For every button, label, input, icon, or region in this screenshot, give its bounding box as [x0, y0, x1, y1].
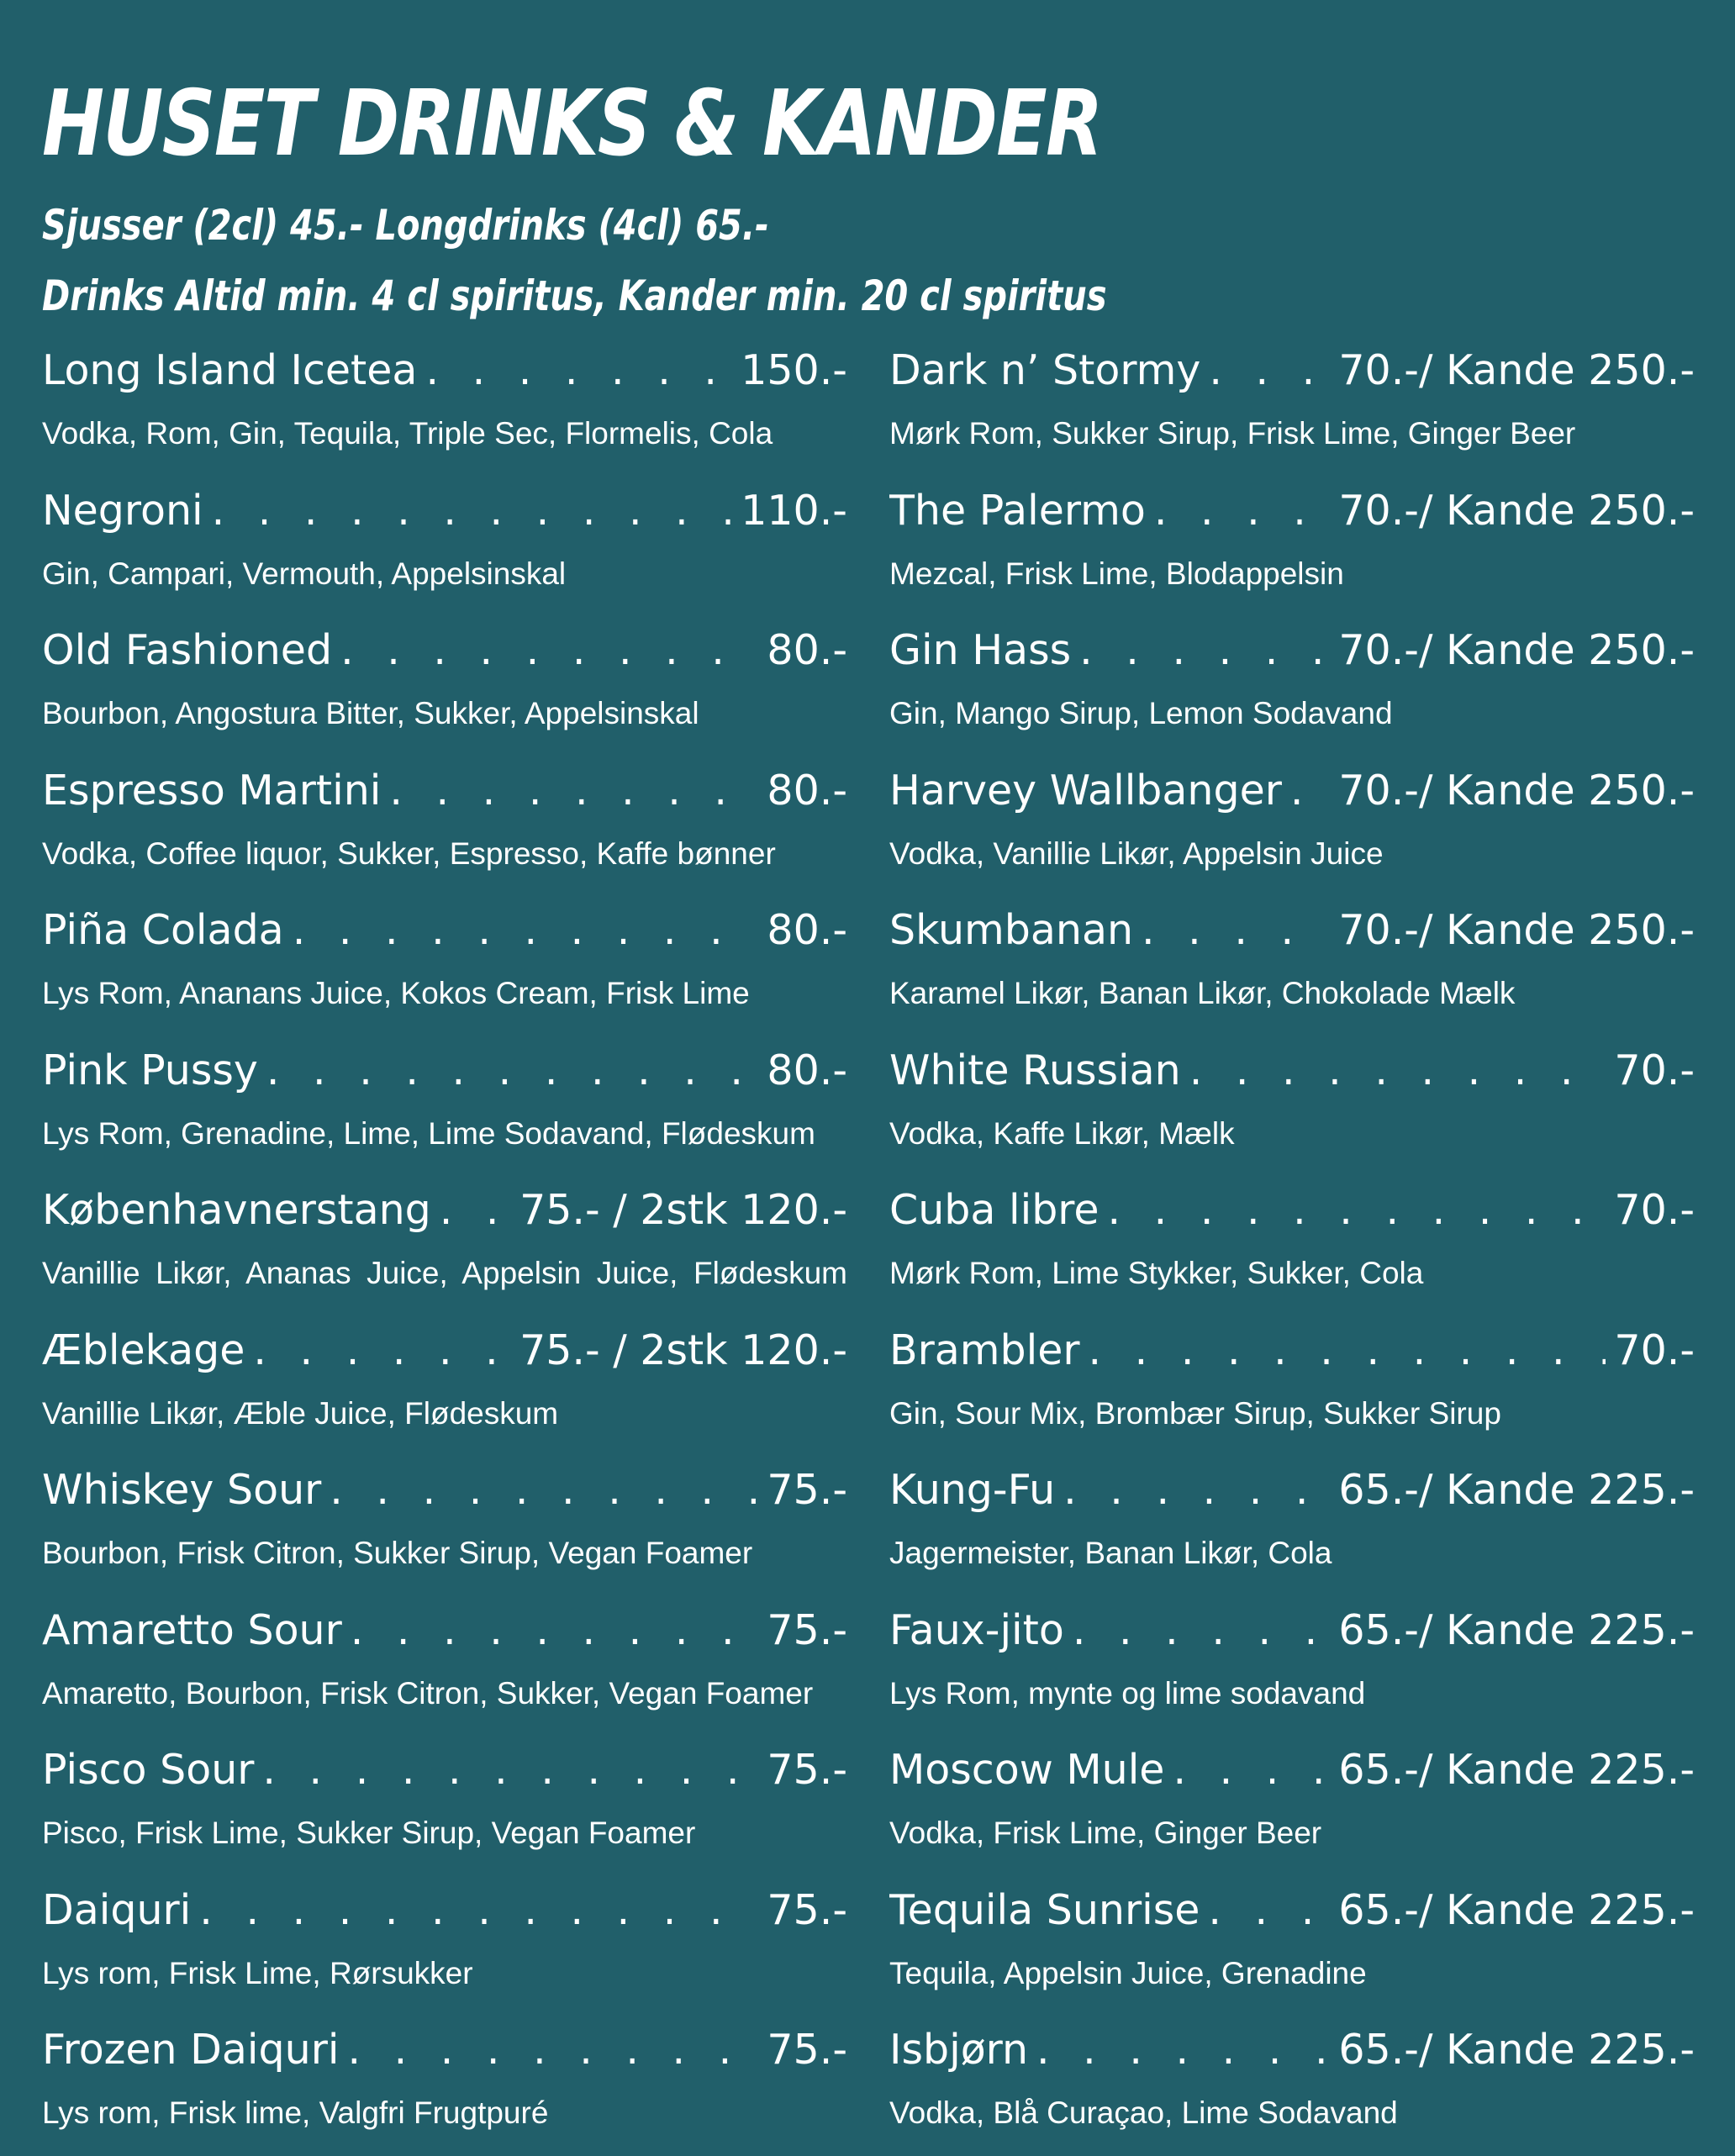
menu-item — [889, 336, 1695, 477]
menu-item — [42, 1456, 847, 1596]
menu-item — [42, 477, 847, 617]
drink-ingredients: Vodka, Kaffe Likør, Mælk — [889, 1115, 1235, 1151]
drink-name: Brambler — [889, 1326, 1080, 1374]
menu-item — [42, 1036, 847, 1177]
menu-item — [889, 2016, 1695, 2156]
menu-item-header — [42, 896, 847, 965]
drink-name: Cuba libre — [889, 1186, 1100, 1234]
dot-leader — [1208, 1876, 1330, 1945]
dot-leader — [1189, 1036, 1606, 1105]
dot-leader — [1154, 477, 1331, 546]
dot-leader — [266, 1036, 758, 1105]
drink-price: 80.- — [767, 626, 847, 674]
menu-item-header — [889, 1596, 1695, 1665]
menu-item-header — [889, 1736, 1695, 1805]
dot-leader — [440, 1176, 511, 1245]
drink-name: Frozen Daiquri — [42, 2026, 340, 2074]
drink-name: Isbjørn — [889, 2026, 1029, 2074]
menu-item-header — [889, 616, 1695, 685]
dot-leader — [1073, 1596, 1330, 1665]
menu-item — [889, 1316, 1695, 1457]
menu-item-header — [889, 756, 1695, 825]
dot-leader — [199, 1876, 758, 1945]
drink-name: Tequila Sunrise — [889, 1885, 1200, 1934]
drink-name: Whiskey Sour — [42, 1466, 322, 1514]
drink-name: Faux-jito — [889, 1605, 1064, 1654]
menu-item-header — [889, 2016, 1695, 2085]
menu-item-header — [42, 616, 847, 685]
dot-leader — [1290, 756, 1330, 825]
drink-price: 75.- — [767, 1885, 847, 1934]
dot-leader — [1089, 1316, 1606, 1385]
menu-title: HUSET DRINKS & KANDER — [42, 71, 1102, 177]
dot-leader — [1142, 896, 1330, 965]
menu-page — [42, 0, 1695, 2152]
drink-price: 75.- — [767, 1466, 847, 1514]
menu-item-header — [889, 896, 1695, 965]
menu-item-header — [42, 1596, 847, 1665]
drink-price: 65.-/ Kande 225.- — [1338, 1466, 1695, 1514]
drink-ingredients: Lys Rom, Ananans Juice, Kokos Cream, Frisk Lime — [42, 976, 750, 1010]
menu-item — [42, 896, 847, 1036]
drink-price: 70.-/ Kande 250.- — [1338, 486, 1695, 535]
menu-item — [889, 1036, 1695, 1177]
menu-item-header — [42, 756, 847, 825]
drink-ingredients: Vodka, Vanillie Likør, Appelsin Juice — [889, 836, 1384, 871]
drink-ingredients: Lys rom, Frisk Lime, Rørsukker — [42, 1955, 473, 1990]
menu-item-header — [889, 336, 1695, 405]
menu-subtitle-prices: Sjusser (2cl) 45.- Longdrinks (4cl) 65.- — [42, 201, 769, 250]
drink-price: 150.- — [741, 346, 847, 394]
drink-ingredients: Vanillie Likør, Ananas Juice, Appelsin Juice, Flødeskum — [42, 1256, 847, 1290]
drink-name: Moscow Mule — [889, 1746, 1165, 1794]
drink-price: 75.- / 2stk 120.- — [519, 1326, 847, 1374]
drink-ingredients: Gin, Sour Mix, Brombær Sirup, Sukker Sirup — [889, 1395, 1501, 1431]
menu-item — [42, 336, 847, 477]
menu-item — [889, 477, 1695, 617]
menu-item — [889, 1876, 1695, 2016]
drink-price: 110.- — [741, 486, 847, 535]
dot-leader — [1209, 336, 1330, 405]
drink-ingredients: Vodka, Frisk Lime, Ginger Beer — [889, 1816, 1322, 1850]
drink-ingredients: Tequila, Appelsin Juice, Grenadine — [889, 1955, 1367, 1990]
dot-leader — [293, 896, 759, 965]
drink-ingredients: Gin, Mango Sirup, Lemon Sodavand — [889, 696, 1393, 730]
menu-item-header — [42, 1876, 847, 1945]
drink-ingredients: Vanillie Likør, Æble Juice, Flødeskum — [42, 1395, 559, 1431]
drink-name: Æblekage — [42, 1326, 245, 1374]
menu-item — [889, 756, 1695, 897]
drink-ingredients: Karamel Likør, Banan Likør, Chokolade Mælk — [889, 976, 1516, 1010]
drink-ingredients: Bourbon, Frisk Citron, Sukker Sirup, Vegan Foamer — [42, 1536, 753, 1570]
menu-item-header — [42, 2016, 847, 2085]
menu-item — [889, 1736, 1695, 1876]
dot-leader — [389, 756, 758, 825]
dot-leader — [1036, 2016, 1330, 2085]
drink-price: 80.- — [767, 906, 847, 954]
menu-item — [42, 1596, 847, 1737]
dot-leader — [253, 1316, 511, 1385]
drink-ingredients: Vodka, Coffee liquor, Sukker, Espresso, Kaffe bønner — [42, 836, 776, 871]
drink-ingredients: Mezcal, Frisk Lime, Blodappelsin — [889, 556, 1344, 591]
drink-price: 70.- — [1614, 1046, 1695, 1094]
drink-price: 80.- — [767, 1046, 847, 1094]
drink-ingredients: Bourbon, Angostura Bitter, Sukker, Appelsinskal — [42, 696, 699, 730]
dot-leader — [340, 616, 758, 685]
drink-price: 75.- — [767, 1746, 847, 1794]
drink-name: Skumbanan — [889, 906, 1134, 954]
drink-ingredients: Mørk Rom, Lime Stykker, Sukker, Cola — [889, 1256, 1424, 1290]
drink-name: Negroni — [42, 486, 203, 535]
menu-item-header — [889, 477, 1695, 546]
menu-item-header — [42, 1456, 847, 1525]
menu-item — [889, 1596, 1695, 1737]
menu-item — [42, 616, 847, 756]
menu-item-header — [889, 1316, 1695, 1385]
drink-name: Gin Hass — [889, 626, 1072, 674]
drink-price: 80.- — [767, 766, 847, 814]
drink-ingredients: Jagermeister, Banan Likør, Cola — [889, 1536, 1332, 1570]
menu-item — [42, 2016, 847, 2156]
menu-item — [42, 1176, 847, 1316]
left-column — [42, 336, 847, 2156]
menu-item — [889, 896, 1695, 1036]
drink-name: The Palermo — [889, 486, 1146, 535]
drink-price: 65.-/ Kande 225.- — [1338, 1746, 1695, 1794]
drink-price: 70.- — [1614, 1186, 1695, 1234]
menu-item-header — [889, 1876, 1695, 1945]
dot-leader — [1173, 1736, 1330, 1805]
menu-item-header — [42, 1736, 847, 1805]
menu-item — [889, 1176, 1695, 1316]
drink-name: Pisco Sour — [42, 1746, 255, 1794]
dot-leader — [1063, 1456, 1330, 1525]
drink-ingredients: Lys Rom, mynte og lime sodavand — [889, 1675, 1366, 1711]
menu-item-header — [889, 1456, 1695, 1525]
menu-item-header — [889, 1036, 1695, 1105]
drink-name: Harvey Wallbanger — [889, 766, 1282, 814]
drink-name: Long Island Icetea — [42, 346, 418, 394]
drink-price: 65.-/ Kande 225.- — [1338, 1605, 1695, 1654]
menu-item — [42, 1876, 847, 2016]
dot-leader — [330, 1456, 758, 1525]
menu-item — [889, 1456, 1695, 1596]
drink-price: 70.- — [1614, 1326, 1695, 1374]
drink-ingredients: Lys Rom, Grenadine, Lime, Lime Sodavand, Flødeskum — [42, 1115, 815, 1151]
menu-item — [42, 1316, 847, 1457]
drink-ingredients: Vodka, Rom, Gin, Tequila, Triple Sec, Flormelis, Cola — [42, 416, 773, 451]
menu-item-header — [889, 1176, 1695, 1245]
drink-ingredients: Amaretto, Bourbon, Frisk Citron, Sukker, Vegan Foamer — [42, 1675, 814, 1711]
drink-name: Københavnerstang — [42, 1186, 431, 1234]
menu-subtitle-rules: Drinks Altid min. 4 cl spiritus, Kander min. 20 cl spiritus — [42, 271, 1107, 320]
drink-ingredients: Mørk Rom, Sukker Sirup, Frisk Lime, Ginger Beer — [889, 416, 1576, 451]
drink-price: 65.-/ Kande 225.- — [1338, 1885, 1695, 1934]
drink-price: 65.-/ Kande 225.- — [1338, 2026, 1695, 2074]
dot-leader — [1079, 616, 1330, 685]
drink-name: Dark n’ Stormy — [889, 346, 1201, 394]
menu-item-header — [42, 1176, 847, 1245]
menu-item — [889, 616, 1695, 756]
drink-name: Piña Colada — [42, 906, 284, 954]
drink-name: Old Fashioned — [42, 626, 333, 674]
drink-name: Espresso Martini — [42, 766, 382, 814]
drink-name: Amaretto Sour — [42, 1605, 342, 1654]
dot-leader — [1108, 1176, 1606, 1245]
dot-leader — [212, 477, 733, 546]
menu-item-header — [42, 1316, 847, 1385]
menu-item-header — [42, 1036, 847, 1105]
drink-name: Daiquri — [42, 1885, 192, 1934]
drink-price: 75.- / 2stk 120.- — [519, 1186, 847, 1234]
drink-price: 70.-/ Kande 250.- — [1338, 626, 1695, 674]
menu-item — [42, 1736, 847, 1876]
drink-ingredients: Pisco, Frisk Lime, Sukker Sirup, Vegan Foamer — [42, 1816, 696, 1850]
drink-name: White Russian — [889, 1046, 1181, 1094]
drink-name: Pink Pussy — [42, 1046, 258, 1094]
dot-leader — [351, 1596, 759, 1665]
drink-price: 70.-/ Kande 250.- — [1338, 906, 1695, 954]
menu-item — [42, 756, 847, 897]
menu-item-header — [42, 336, 847, 405]
right-column — [889, 336, 1695, 2156]
drink-name: Kung-Fu — [889, 1466, 1056, 1514]
drink-ingredients: Lys rom, Frisk lime, Valgfri Frugtpuré — [42, 2095, 549, 2130]
drink-price: 70.-/ Kande 250.- — [1338, 766, 1695, 814]
drink-price: 75.- — [767, 1605, 847, 1654]
drink-ingredients: Vodka, Blå Curaçao, Lime Sodavand — [889, 2095, 1398, 2130]
drink-ingredients: Gin, Campari, Vermouth, Appelsinskal — [42, 556, 567, 591]
menu-item-header — [42, 477, 847, 546]
drink-price: 70.-/ Kande 250.- — [1338, 346, 1695, 394]
dot-leader — [425, 336, 732, 405]
dot-leader — [262, 1736, 758, 1805]
drink-price: 75.- — [767, 2026, 847, 2074]
dot-leader — [347, 2016, 758, 2085]
